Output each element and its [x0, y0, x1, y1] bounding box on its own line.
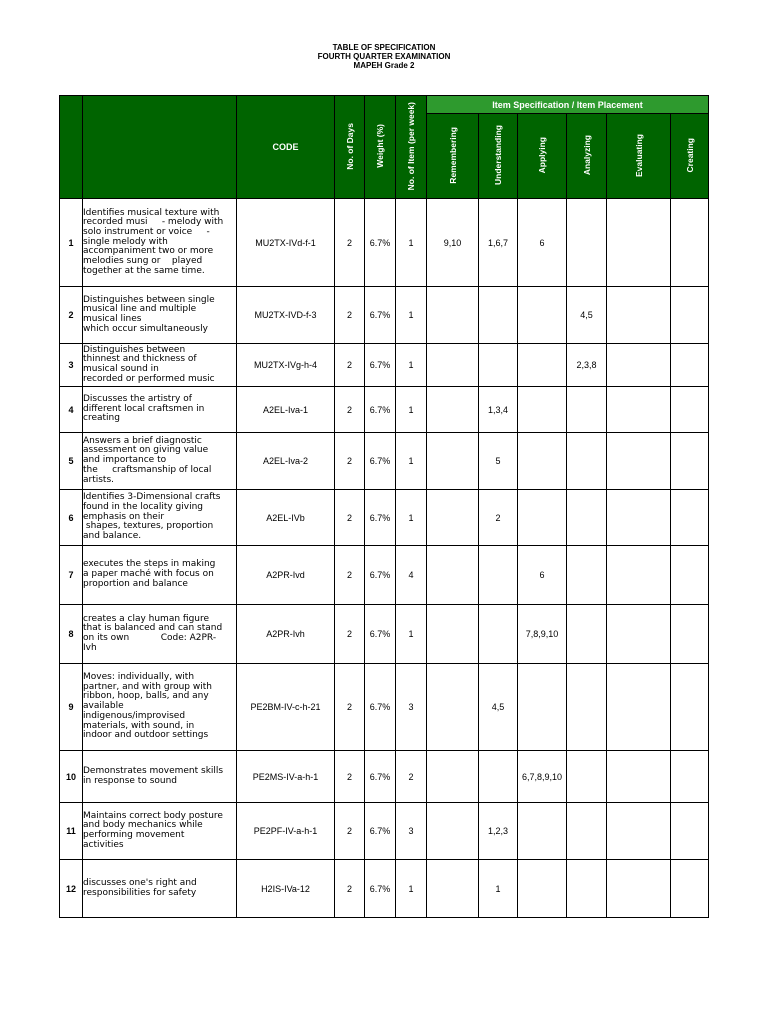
remembering-cell [427, 664, 479, 751]
code-cell: PE2PF-IV-a-h-1 [237, 803, 335, 860]
row-number: 12 [60, 860, 83, 918]
table-row [60, 433, 709, 490]
competency-cell [83, 344, 237, 387]
analyzing-cell [567, 751, 607, 803]
applying-cell: 6,7,8,9,10 [518, 751, 567, 803]
evaluating-cell [607, 860, 671, 918]
evaluating-cell [607, 546, 671, 605]
competency-text: Identifies musical texture with recorded musi - melody with solo instrument or voice - single melody with accompaniment two or more melodies sung or played together at the same time. [83, 207, 224, 276]
code-cell: PE2BM-IV-c-h-21 [237, 664, 335, 751]
applying-cell: 6 [518, 199, 567, 287]
competency-text: Demonstrates movement skills in response to sound [83, 765, 224, 786]
table-row [60, 803, 709, 860]
title-line-2: FOURTH QUARTER EXAMINATION [317, 52, 451, 61]
understanding-cell: 1,3,4 [479, 387, 518, 433]
code-cell: A2EL-IVb [237, 490, 335, 546]
remembering-cell [427, 860, 479, 918]
items-cell: 1 [396, 860, 427, 918]
evaluating-cell [607, 803, 671, 860]
header-remembering-label: Remembering [447, 126, 458, 184]
header-items-label: No. of Item (per week) [406, 101, 416, 191]
header-creating-label: Creating [684, 137, 695, 173]
header-code-label: CODE [272, 142, 299, 152]
creating-cell [671, 803, 709, 860]
header-days [335, 96, 365, 199]
weight-cell: 6.7% [365, 287, 396, 344]
days-cell: 2 [335, 664, 365, 751]
creating-cell [671, 387, 709, 433]
days-cell: 2 [335, 344, 365, 387]
understanding-cell: 4,5 [479, 664, 518, 751]
competency-cell [83, 751, 237, 803]
competency-cell [83, 605, 237, 664]
weight-cell: 6.7% [365, 803, 396, 860]
days-cell: 2 [335, 433, 365, 490]
competency-cell [83, 664, 237, 751]
applying-cell [518, 387, 567, 433]
row-number: 1 [60, 199, 83, 287]
header-remembering [427, 114, 479, 199]
applying-cell [518, 860, 567, 918]
competency-text: executes the steps in making a paper maché with focus on proportion and balance [83, 559, 216, 589]
evaluating-cell [607, 433, 671, 490]
code-cell: A2EL-Iva-2 [237, 433, 335, 490]
evaluating-cell [607, 344, 671, 387]
items-cell: 3 [396, 803, 427, 860]
table-row [60, 546, 709, 605]
weight-cell: 6.7% [365, 860, 396, 918]
analyzing-cell: 4,5 [567, 287, 607, 344]
items-cell: 4 [396, 546, 427, 605]
weight-cell: 6.7% [365, 664, 396, 751]
header-item-specification [427, 96, 709, 114]
header-code [237, 96, 335, 199]
weight-cell: 6.7% [365, 387, 396, 433]
code-cell: A2EL-Iva-1 [237, 387, 335, 433]
days-cell: 2 [335, 751, 365, 803]
remembering-cell [427, 751, 479, 803]
applying-cell [518, 344, 567, 387]
document-title-block [0, 43, 768, 70]
header-understanding-label: Understanding [493, 125, 503, 185]
items-cell: 2 [396, 751, 427, 803]
weight-cell: 6.7% [365, 344, 396, 387]
understanding-cell: 1 [479, 860, 518, 918]
competency-text: Identifies 3-Dimensional crafts found in the locality giving emphasis on their shapes, textures, proportion and balance. [83, 492, 221, 542]
applying-cell: 7,8,9,10 [518, 605, 567, 664]
understanding-cell: 5 [479, 433, 518, 490]
understanding-cell [479, 546, 518, 605]
weight-cell: 6.7% [365, 751, 396, 803]
remembering-cell [427, 433, 479, 490]
header-analyzing [567, 114, 607, 199]
weight-cell: 6.7% [365, 490, 396, 546]
days-cell: 2 [335, 546, 365, 605]
evaluating-cell [607, 664, 671, 751]
applying-cell [518, 490, 567, 546]
analyzing-cell: 2,3,8 [567, 344, 607, 387]
remembering-cell [427, 387, 479, 433]
header-evaluating [607, 114, 671, 199]
applying-cell [518, 803, 567, 860]
row-number: 7 [60, 546, 83, 605]
understanding-cell [479, 344, 518, 387]
creating-cell [671, 605, 709, 664]
competency-text: discusses one's right and responsibilities for safety [83, 877, 197, 898]
weight-cell: 6.7% [365, 199, 396, 287]
remembering-cell [427, 490, 479, 546]
analyzing-cell [567, 860, 607, 918]
table-row [60, 751, 709, 803]
competency-cell [83, 433, 237, 490]
items-cell: 1 [396, 287, 427, 344]
table-row [60, 664, 709, 751]
creating-cell [671, 490, 709, 546]
table-row [60, 344, 709, 387]
items-cell: 1 [396, 605, 427, 664]
understanding-cell: 1,6,7 [479, 199, 518, 287]
header-item-specification-label: Item Specification / Item Placement [492, 99, 643, 110]
code-cell: PE2MS-IV-a-h-1 [237, 751, 335, 803]
items-cell: 1 [396, 344, 427, 387]
header-evaluating-label: Evaluating [633, 133, 644, 177]
days-cell: 2 [335, 860, 365, 918]
evaluating-cell [607, 199, 671, 287]
understanding-cell [479, 287, 518, 344]
competency-cell [83, 803, 237, 860]
row-number: 11 [60, 803, 83, 860]
header-weight [365, 96, 396, 199]
header-creating [671, 114, 709, 199]
remembering-cell [427, 803, 479, 860]
analyzing-cell [567, 433, 607, 490]
code-cell: A2PR-Ivh [237, 605, 335, 664]
table-row [60, 605, 709, 664]
code-cell: MU2TX-IVd-f-1 [237, 199, 335, 287]
header-understanding [479, 114, 518, 199]
creating-cell [671, 433, 709, 490]
header-competency [83, 96, 237, 199]
remembering-cell [427, 344, 479, 387]
evaluating-cell [607, 751, 671, 803]
understanding-cell: 1,2,3 [479, 803, 518, 860]
header-weight-label: Weight (%) [375, 124, 385, 168]
competency-text: Discusses the artistry of different local craftsmen in creating [83, 393, 205, 424]
analyzing-cell [567, 199, 607, 287]
creating-cell [671, 546, 709, 605]
competency-cell [83, 490, 237, 546]
items-cell: 1 [396, 433, 427, 490]
creating-cell [671, 860, 709, 918]
analyzing-cell [567, 664, 607, 751]
competency-text: Moves: individually, with partner, and with group with ribbon, hoop, balls, and any available indigenous/improvised materials, with sound, in indoor and outdoor settings [83, 672, 212, 741]
days-cell: 2 [335, 803, 365, 860]
table-row [60, 490, 709, 546]
evaluating-cell [607, 287, 671, 344]
analyzing-cell [567, 605, 607, 664]
row-number: 10 [60, 751, 83, 803]
header-analyzing-label: Analyzing [581, 134, 592, 176]
competency-text: Distinguishes between thinnest and thickness of musical sound in recorded or performed music [83, 344, 215, 384]
row-number: 6 [60, 490, 83, 546]
applying-cell: 6 [518, 546, 567, 605]
remembering-cell [427, 605, 479, 664]
specification-table [59, 95, 709, 918]
competency-cell [83, 546, 237, 605]
days-cell: 2 [335, 287, 365, 344]
competency-text: Answers a brief diagnostic assessment on giving value and importance to the craftsmanship of local artists. [83, 435, 212, 485]
header-days-label: No. of Days [344, 122, 355, 170]
evaluating-cell [607, 605, 671, 664]
items-cell: 1 [396, 387, 427, 433]
row-number: 8 [60, 605, 83, 664]
row-number: 4 [60, 387, 83, 433]
evaluating-cell [607, 387, 671, 433]
competency-text: Distinguishes between single musical line and multiple musical lines which occur simultaneously [83, 294, 215, 334]
row-number: 3 [60, 344, 83, 387]
creating-cell [671, 664, 709, 751]
header-items [396, 96, 427, 199]
items-cell: 1 [396, 199, 427, 287]
code-cell: H2IS-IVa-12 [237, 860, 335, 918]
header-applying-label: Applying [537, 136, 547, 174]
row-number: 9 [60, 664, 83, 751]
competency-text: creates a clay human figure that is balanced and can stand on its own Code: A2PR- Ivh [83, 613, 223, 653]
weight-cell: 6.7% [365, 605, 396, 664]
evaluating-cell [607, 490, 671, 546]
creating-cell [671, 344, 709, 387]
weight-cell: 6.7% [365, 546, 396, 605]
table-row [60, 860, 709, 918]
remembering-cell [427, 287, 479, 344]
weight-cell: 6.7% [365, 433, 396, 490]
title-line-3: MAPEH Grade 2 [353, 61, 415, 70]
items-cell: 3 [396, 664, 427, 751]
table-row [60, 387, 709, 433]
analyzing-cell [567, 803, 607, 860]
competency-cell [83, 387, 237, 433]
applying-cell [518, 433, 567, 490]
creating-cell [671, 751, 709, 803]
competency-text: Maintains correct body posture and body mechanics while performing movement activities [83, 810, 223, 850]
row-number: 5 [60, 433, 83, 490]
understanding-cell: 2 [479, 490, 518, 546]
row-number: 2 [60, 287, 83, 344]
days-cell: 2 [335, 605, 365, 664]
days-cell: 2 [335, 199, 365, 287]
competency-cell [83, 199, 237, 287]
header-applying [518, 114, 567, 199]
creating-cell [671, 199, 709, 287]
analyzing-cell [567, 490, 607, 546]
title-line-1: TABLE OF SPECIFICATION [332, 43, 436, 52]
applying-cell [518, 664, 567, 751]
understanding-cell [479, 751, 518, 803]
analyzing-cell [567, 546, 607, 605]
remembering-cell [427, 546, 479, 605]
understanding-cell [479, 605, 518, 664]
table-row [60, 199, 709, 287]
header-row-number [60, 96, 83, 199]
code-cell: A2PR-Ivd [237, 546, 335, 605]
code-cell: MU2TX-IVD-f-3 [237, 287, 335, 344]
analyzing-cell [567, 387, 607, 433]
competency-cell [83, 860, 237, 918]
items-cell: 1 [396, 490, 427, 546]
code-cell: MU2TX-IVg-h-4 [237, 344, 335, 387]
table-row [60, 287, 709, 344]
days-cell: 2 [335, 490, 365, 546]
creating-cell [671, 287, 709, 344]
remembering-cell: 9,10 [427, 199, 479, 287]
applying-cell [518, 287, 567, 344]
days-cell: 2 [335, 387, 365, 433]
competency-cell [83, 287, 237, 344]
